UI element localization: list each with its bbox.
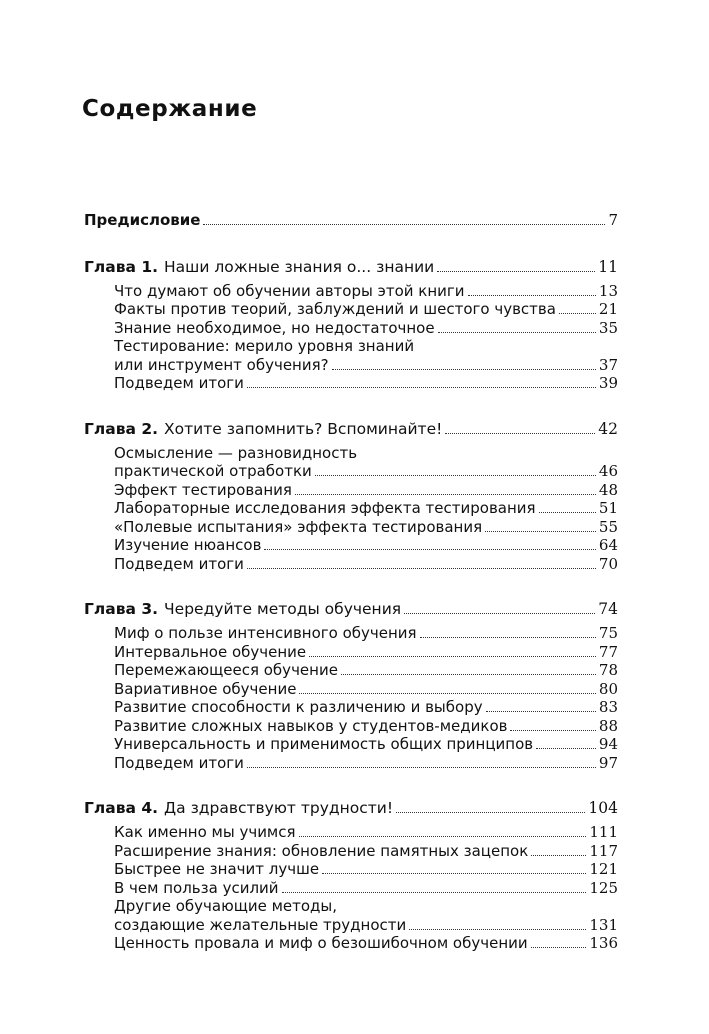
toc-entry-preface[interactable] [84, 211, 618, 230]
dot-leader [559, 313, 596, 314]
toc-entry-title: «Полевые испытания» эффекта тестирования [114, 517, 483, 536]
dot-leader [247, 767, 596, 768]
toc-entry-title: Подведем итоги [114, 374, 244, 392]
chapter-title: Чередуйте методы обучения [164, 600, 402, 618]
toc-subentry[interactable] [84, 934, 618, 953]
toc-entry-title: Предисловие [84, 211, 201, 229]
toc-entry-title: Как именно мы учимся [114, 823, 296, 841]
toc-entry-title: Что думают об обучении авторы этой книги [114, 281, 465, 300]
page-number: 21 [598, 300, 618, 318]
toc-entry-title-line: Тестирование: мерило уровня знаний [114, 337, 415, 355]
dot-leader [531, 855, 586, 856]
chapter-section-2 [84, 419, 618, 574]
page-number: 83 [598, 698, 618, 716]
toc-subentry[interactable] [84, 518, 618, 537]
dot-leader [531, 947, 587, 948]
toc-entry-title: создающие желательные трудности [114, 915, 407, 934]
toc-chapter-1[interactable] [84, 257, 618, 277]
page-number: 125 [589, 878, 618, 897]
toc-subentry[interactable] [84, 754, 618, 773]
toc-subentry[interactable] [84, 374, 618, 393]
chapter-section-1 [84, 257, 618, 393]
spacer [84, 772, 618, 798]
toc-subentry[interactable] [84, 661, 618, 680]
toc-entry-title: Подведем итоги [114, 554, 244, 573]
dot-leader [420, 637, 596, 638]
dot-leader [409, 929, 586, 930]
page-number: 78 [598, 661, 618, 679]
toc-entry-title: Интервальное обучение [114, 642, 307, 661]
page-number: 42 [598, 419, 618, 438]
toc-subentry[interactable] [84, 879, 618, 898]
spacer [84, 230, 618, 257]
dot-leader [539, 512, 596, 513]
toc-entry-title: Факты против теорий, заблуждений и шестого чувства [114, 300, 556, 318]
toc-entry-title: Универсальность и применимость общих принципов [114, 735, 534, 753]
toc-chapter-2[interactable] [84, 419, 618, 439]
toc-subentry[interactable] [84, 624, 618, 643]
dot-leader [438, 332, 596, 333]
toc-subentry[interactable] [84, 698, 618, 717]
dot-leader [315, 475, 596, 476]
toc-entry-title: Ценность провала и миф о безошибочном обучении [114, 934, 528, 952]
page-number: 7 [608, 211, 618, 229]
toc-entry-title: Подведем итоги [114, 753, 244, 772]
toc-subentry[interactable] [84, 735, 618, 754]
toc-entry-title: Развитие способности к различению и выбору [114, 698, 483, 716]
dot-leader [468, 295, 596, 296]
toc-subentry[interactable] [84, 717, 618, 736]
page-number: 94 [598, 735, 618, 753]
toc-entry-title: В чем польза усилий [114, 878, 279, 897]
toc-subentry[interactable] [84, 481, 618, 500]
chapter-title: Наши ложные знания о... знании [164, 257, 435, 276]
chapter-title: Да здравствуют трудности! [164, 799, 394, 817]
toc-subentry[interactable] [84, 499, 618, 518]
toc-subentry[interactable] [84, 916, 618, 935]
page-number: 13 [598, 281, 618, 300]
table-of-contents [84, 211, 618, 953]
page-number: 131 [589, 915, 618, 934]
page-number: 75 [598, 624, 618, 642]
chapter-title: Хотите запомнить? Вспоминайте! [164, 419, 443, 438]
toc-entry-title: Расширение знания: обновление памятных зацепок [114, 841, 529, 860]
dot-leader [510, 730, 595, 731]
page-number: 117 [589, 841, 618, 860]
toc-subentry[interactable] [84, 462, 618, 481]
dot-leader [536, 748, 596, 749]
dot-leader [445, 433, 595, 434]
page-number: 48 [598, 480, 618, 499]
page-number: 37 [598, 355, 618, 374]
page-number: 11 [598, 257, 618, 276]
page-number: 80 [598, 679, 618, 698]
page-number: 121 [589, 860, 618, 878]
dot-leader [299, 836, 587, 837]
toc-subentry[interactable] [84, 555, 618, 574]
chapter-label: Глава 3. [84, 600, 159, 618]
page-number: 46 [598, 462, 618, 480]
toc-subentry[interactable] [84, 823, 618, 842]
chapter-label: Глава 4. [84, 799, 159, 817]
toc-entry-title: Лабораторные исследования эффекта тестирования [114, 499, 536, 517]
page-number: 39 [598, 374, 618, 392]
toc-entry-title-line: Осмысление — разновидность [114, 443, 358, 462]
dot-leader [404, 613, 595, 614]
toc-subentry[interactable] [84, 356, 618, 375]
toc-entry-title: Вариативное обучение [114, 679, 297, 698]
toc-entry-title-line: Другие обучающие методы, [114, 897, 338, 915]
dot-leader [282, 892, 587, 893]
dot-leader [203, 224, 605, 225]
page-number: 74 [598, 600, 618, 618]
dot-leader [332, 369, 596, 370]
toc-entry-title: Перемежающееся обучение [114, 661, 338, 679]
dot-leader [309, 656, 596, 657]
toc-subentry[interactable] [84, 536, 618, 555]
page-number: 51 [598, 499, 618, 517]
toc-subentry[interactable] [84, 643, 618, 662]
spacer [84, 393, 618, 419]
toc-entry-title: практической отработки [114, 462, 312, 480]
dot-leader [247, 568, 596, 569]
chapter-label: Глава 2. [84, 419, 159, 438]
toc-subentry[interactable] [84, 300, 618, 319]
dot-leader [247, 387, 596, 388]
toc-chapter-3[interactable] [84, 599, 618, 619]
toc-subentry[interactable] [84, 842, 618, 861]
toc-entry-title: Эффект тестирования [114, 480, 292, 499]
toc-entry-title: Развитие сложных навыков у студентов-медиков [114, 716, 508, 735]
dot-leader [486, 711, 596, 712]
page-number: 136 [589, 934, 618, 952]
page-number: 70 [598, 554, 618, 573]
dot-leader [341, 674, 596, 675]
page-number: 77 [598, 642, 618, 661]
toc-subentry[interactable] [84, 282, 618, 301]
dot-leader [396, 812, 585, 813]
chapter-label: Глава 1. [84, 257, 159, 276]
toc-entry-title: Изучение нюансов [114, 536, 262, 554]
spacer [84, 573, 618, 599]
page-number: 35 [598, 318, 618, 337]
chapter-section-4 [84, 798, 618, 953]
dot-leader [322, 873, 586, 874]
toc-entry-title: Знание необходимое, но недостаточное [114, 318, 435, 337]
page-title: Содержание [82, 96, 258, 122]
toc-entry-title: Быстрее не значит лучше [114, 860, 320, 878]
dot-leader [485, 531, 596, 532]
page-number: 55 [598, 517, 618, 536]
dot-leader [437, 271, 595, 272]
page-number: 97 [598, 753, 618, 772]
toc-subentry[interactable] [84, 860, 618, 879]
chapter-section-3 [84, 599, 618, 772]
toc-subentry[interactable] [84, 680, 618, 699]
page-number: 88 [598, 716, 618, 735]
toc-chapter-4[interactable] [84, 798, 618, 818]
toc-entry-title: или инструмент обучения? [114, 355, 329, 374]
page-number: 104 [588, 799, 618, 817]
toc-entry-title: Миф о пользе интенсивного обучения [114, 624, 417, 642]
toc-subentry[interactable] [84, 319, 618, 338]
dot-leader [295, 494, 596, 495]
page-number: 64 [598, 536, 618, 554]
dot-leader [264, 549, 595, 550]
dot-leader [299, 693, 595, 694]
page-number: 111 [589, 823, 618, 841]
